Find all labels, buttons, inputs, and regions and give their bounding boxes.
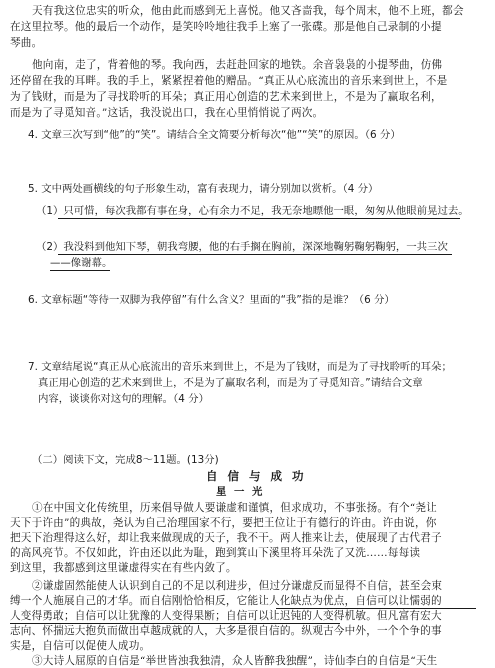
story-line: 还停留在我的耳畔。我的手上，紧紧捏着他的赠品。“真正从心底流出的音乐来到世上，不是 [10,75,448,87]
story-line: 琴曲。 [10,37,43,49]
question-5-sentence-2: （2）我没料到他知下琴，朝我弯腰，他的右手搁在胸前，深深地鞠躬鞠躬鞠躬，一共三次 [36,241,448,253]
article-line: 天下于许由”的典故，尧认为自己治理国家不行，要把王位让于有德行的许由。许由说，你 [10,517,437,529]
article-line: 到这里，我都感到这里谦虚得实在有些内敛了。 [10,562,237,574]
sentence-underline [58,254,452,255]
story-line: 为了钱财，而是为了寻找聆听的耳朵；真正用心创造的艺术来到世上，不是为了赢取名利， [10,91,442,103]
article-line: 实是，自信可以促使人成功。 [10,640,151,652]
section-heading: （二）阅读下文，完成8～11题。(13分) [32,454,219,466]
article-line: 把天下治理得这么好，却让我来做现成的天子，我不干。两人推来让去，使展现了古代君子 [10,532,442,544]
sentence-underline [58,218,460,219]
article-line: 的高风亮节。不仅如此，许由还以此为耻，跑到箕山下溪里将耳朵洗了又洗……每每读 [10,547,421,559]
article-title: 自 信 与 成 功 [206,469,307,483]
article-line: ②谦虚固然能使人认识到自己的不足以利进步，但过分谦虚反而显得不自信，甚至会束 [32,580,443,592]
question-5-sentence-1: （1）只可惜，每次我都有事在身，心有余力不足，我无奈地瞟他一眼，匆匆从他眼前晃过去。 [36,205,469,217]
story-line: 在这里拉琴。他的最后一个动作，是笑呤呤地往我手上塞了一张碟。那是他自己录制的小提 [10,21,442,33]
story-line: 而是为了寻觅知音。”这话，我没说出口，我在心里悄悄说了两次。 [10,107,324,119]
question-5-sentence-2-cont: ——像谢幕。 [50,257,113,269]
story-line: 他向南，走了，背着他的琴。我向西，去赶赴回家的地铁。余音袅袅的小提琴曲，仿佛 [32,59,443,71]
story-line: 天有我这位忠实的听众，他由此而感到无上喜悦。他又吝啬我，每个周末，他不上班，都会 [32,5,464,17]
article-author: 星 一 光 [216,486,265,498]
article-line: ③大诗人屈原的自信是“举世皆浊我独清，众人皆醉我独醒”，诗仙李白的自信是“天生 [32,655,438,667]
question-7-cont: 真正用心创造的艺术来到世上，不是为了赢取名利，而是为了寻觅知音。”请结合文章 [38,377,423,389]
article-line: 缚一个人施展自己的才华。而自信刚恰恰相反，它能让人化缺点为优点，自信可以让懦弱的 [10,595,442,607]
question-4: 4. 文章三次写到“他”的“笑”。请结合全文简要分析每次“他”“笑”的原因。（6 分） [28,129,401,141]
question-7-cont: 内容，谈谈你对这句的理解。（4 分） [38,393,209,405]
question-7: 7. 文章结尾说“真正从心底流出的音乐来到世上，不是为了钱财，而是为了寻找聆听的耳朵； [28,361,452,373]
article-line: 人变得勇敢；自信可以让犹豫的人变得果断；自信可以让迟钝的人变得机敏。但凡富有宏大 [10,610,442,622]
article-line: ①在中国文化传统里，历来倡导做人要谦虚和谨慎，但求成功，不事张扬。有个“尧让 [32,502,437,514]
question-6: 6. 文章标题“等待一双脚为我停留”有什么含义？里面的“我”指的是谁？（6 分） [28,294,395,306]
article-line: 志向、怀揣远大抱负而做出卓越成就的人，大多是很自信的。纵观古今中外，一个个争的事 [10,625,442,637]
question-5: 5. 文中两处画横线的句子形象生动，富有表现力，请分别加以赏析。（4 分） [28,183,379,195]
sentence-underline [50,270,110,271]
